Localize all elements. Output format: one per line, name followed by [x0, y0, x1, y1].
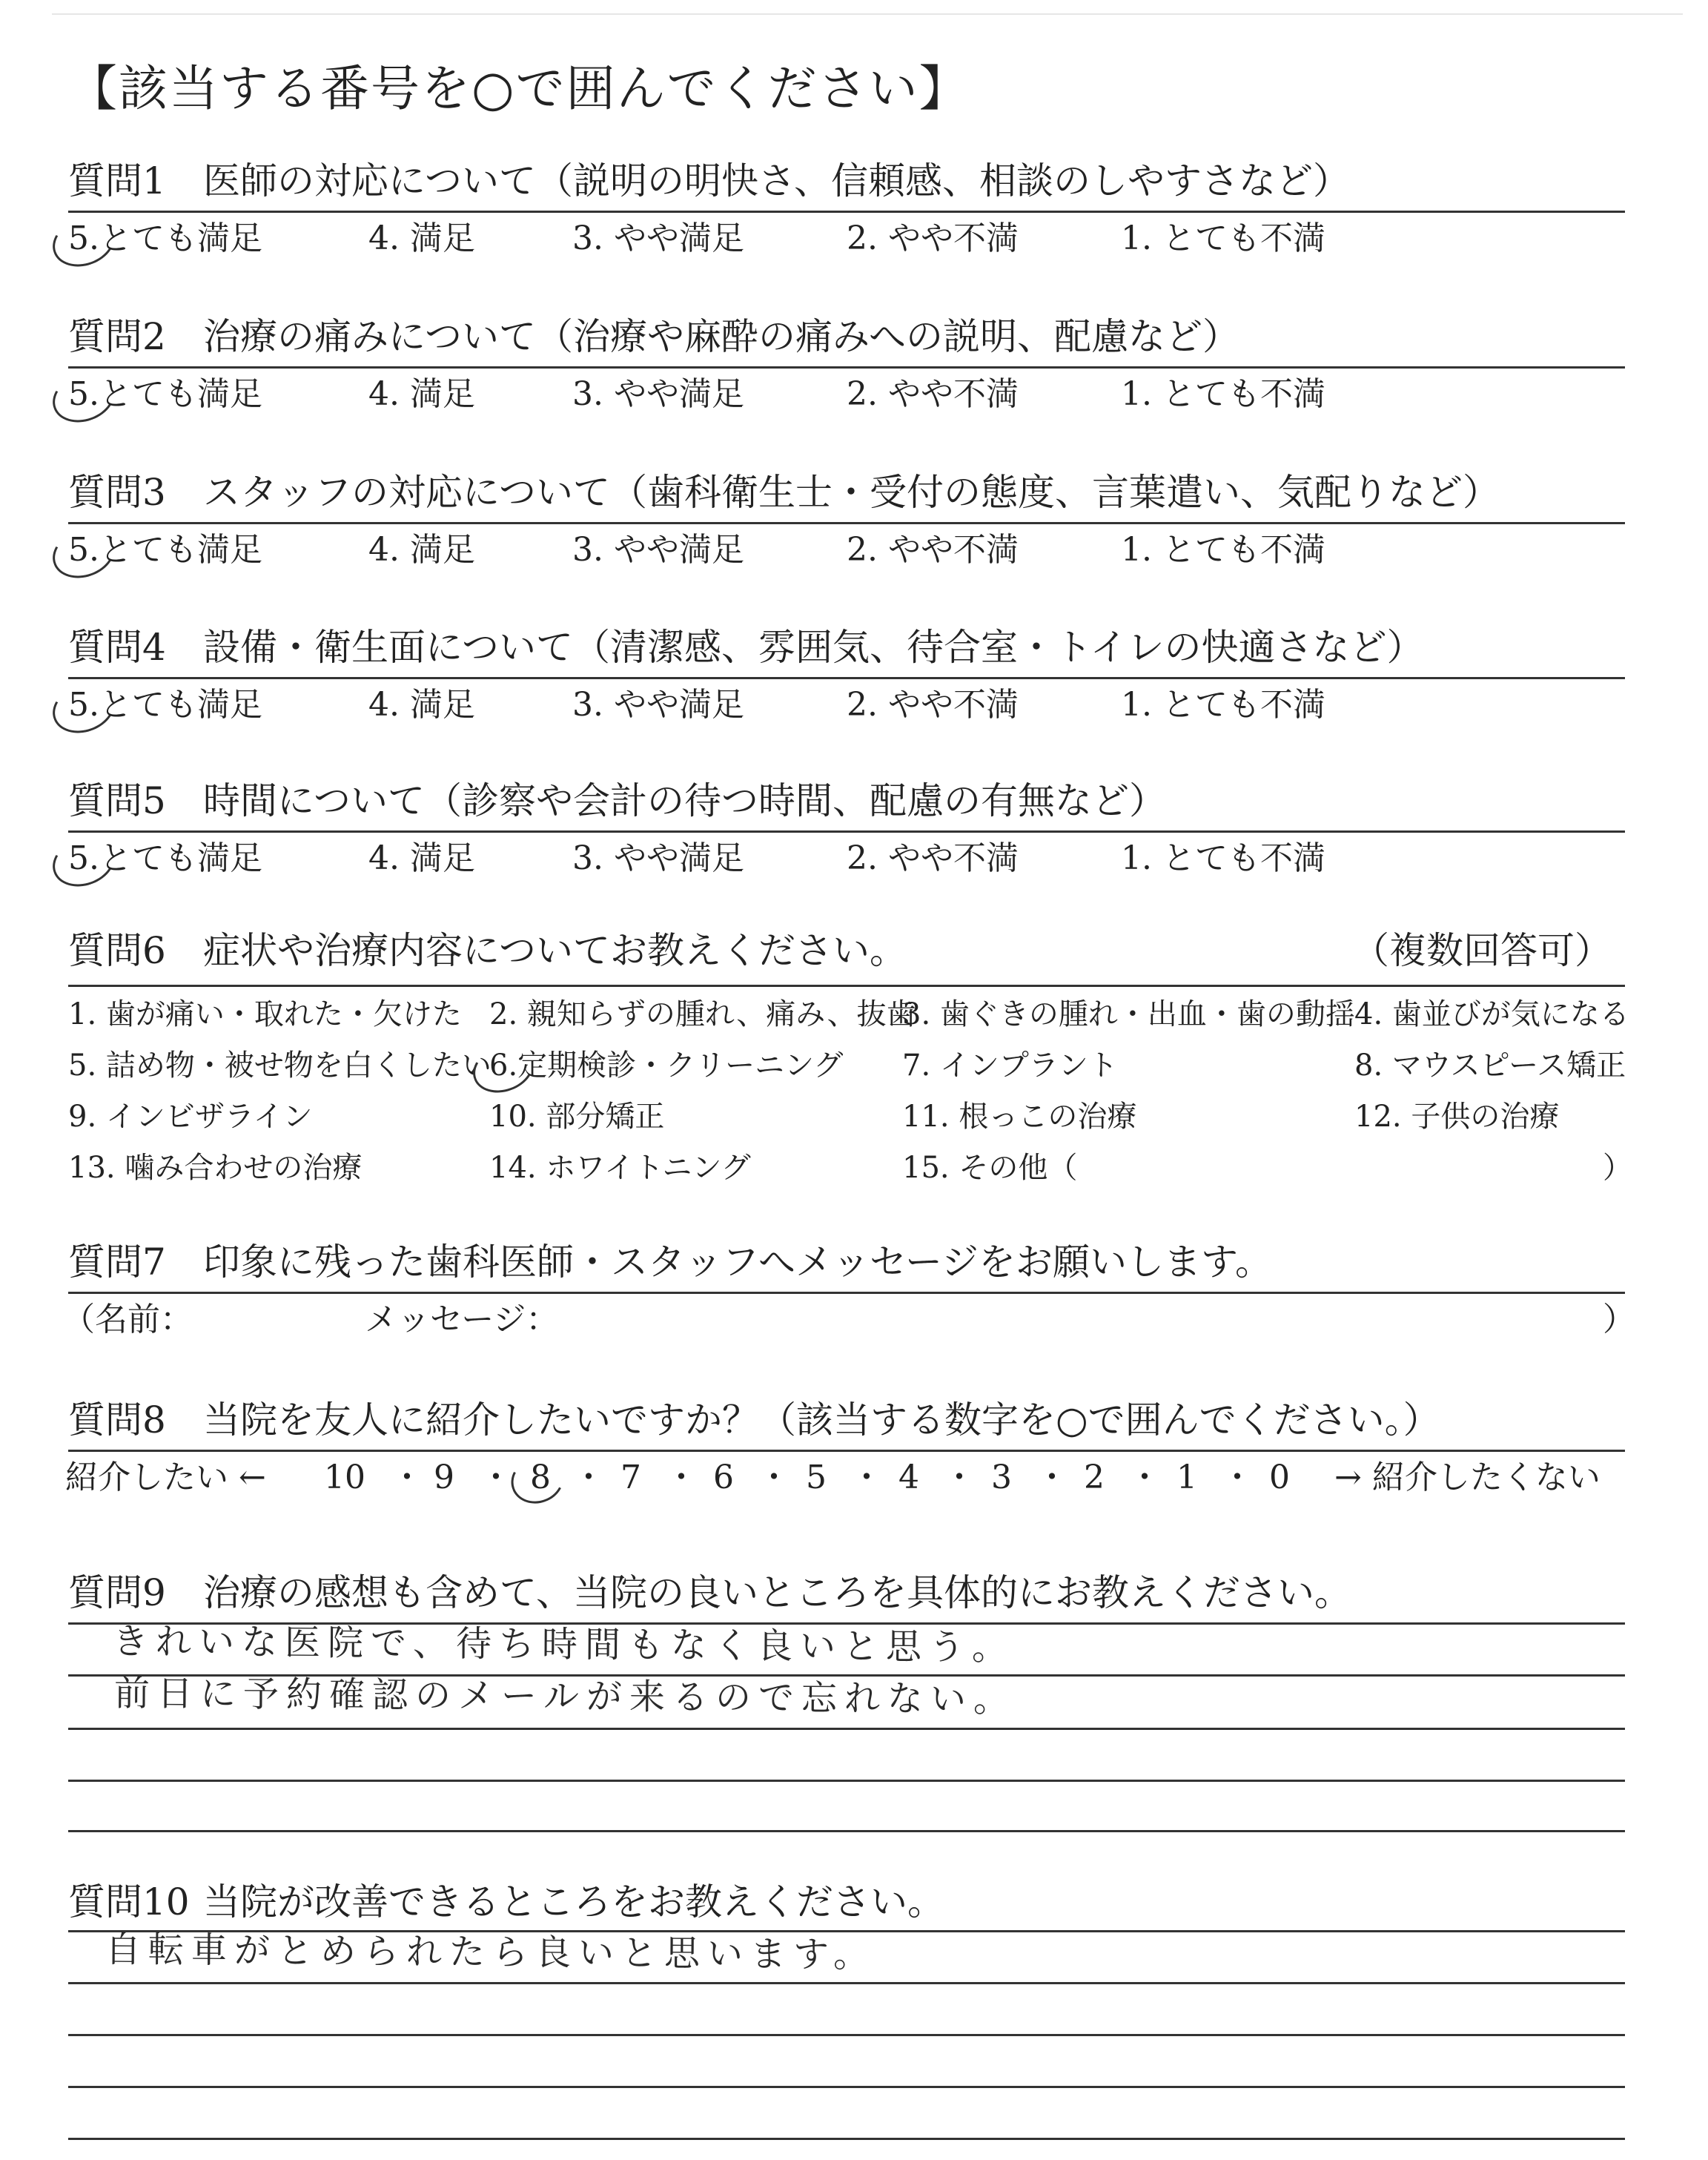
symptom-option-1[interactable]: 1. 歯が痛い・取れた・欠けた [68, 997, 462, 1031]
scale-dot: ・ [1128, 1459, 1161, 1496]
question-3 [68, 470, 1625, 596]
option-5[interactable]: 5.とても満足 [68, 531, 262, 569]
question-title [68, 1398, 1440, 1442]
question-number: 質問6 [68, 929, 166, 972]
question-10 [68, 1880, 1625, 2154]
question-8 [65, 1398, 1625, 1516]
score-6[interactable]: 6 [713, 1459, 734, 1496]
handwritten-answer-line-2: 前日に予約確認のメールが来るので忘れない。 [113, 1672, 1017, 1721]
symptom-option-11[interactable]: 11. 根っこの治療 [902, 1100, 1137, 1134]
scale-dot: ・ [850, 1459, 883, 1496]
symptom-option-2[interactable]: 2. 親知らずの腫れ、痛み、抜歯 [489, 997, 916, 1031]
option-2[interactable]: 2. やや不満 [847, 839, 1019, 877]
message-label: メッセージ： [365, 1301, 559, 1338]
symptom-option-10[interactable]: 10. 部分矯正 [489, 1100, 665, 1134]
question-rule [68, 830, 1625, 833]
score-7[interactable]: 7 [620, 1459, 641, 1496]
option-2[interactable]: 2. やや不満 [847, 375, 1019, 413]
question-4 [68, 625, 1625, 751]
message-close-paren: ） [1603, 1301, 1635, 1338]
option-5[interactable]: 5.とても満足 [68, 375, 262, 413]
option-3[interactable]: 3. やや満足 [572, 686, 744, 724]
question-text: 治療の感想も含めて、当院の良いところを具体的にお教えください。 [203, 1571, 1351, 1614]
not-recommend-label: → 紹介したくない [1334, 1459, 1601, 1496]
symptom-option-9[interactable]: 9. インビザライン [68, 1100, 313, 1134]
scale-dot: ・ [1221, 1459, 1254, 1496]
symptom-option-3[interactable]: 3. 歯ぐきの腫れ・出血・歯の動揺 [902, 997, 1355, 1031]
option-3[interactable]: 3. やや満足 [572, 375, 744, 413]
option-1[interactable]: 1. とても不満 [1121, 839, 1325, 877]
option-3[interactable]: 3. やや満足 [572, 839, 744, 877]
recommend-label: 紹介したい ← [65, 1459, 266, 1496]
question-number: 質問3 [68, 471, 166, 514]
answer-line [68, 1830, 1625, 1832]
other-close-paren: ） [1603, 1151, 1632, 1185]
symptom-option-15[interactable]: 15. その他（ [902, 1151, 1078, 1185]
option-5[interactable]: 5.とても満足 [68, 686, 262, 724]
question-rule [68, 1450, 1625, 1452]
question-title [68, 470, 1500, 515]
symptom-option-8[interactable]: 8. マウスピース矯正 [1354, 1048, 1626, 1083]
question-number: 質問1 [68, 159, 166, 202]
answer-line [68, 1982, 1625, 1984]
score-5[interactable]: 5 [806, 1459, 827, 1496]
question-text: 印象に残った歯科医師・スタッフへメッセージをお願いします。 [203, 1241, 1272, 1284]
score-2[interactable]: 2 [1084, 1459, 1105, 1496]
score-9[interactable]: 9 [434, 1459, 454, 1496]
question-7 [62, 1240, 1635, 1358]
option-4[interactable]: 4. 満足 [368, 686, 475, 724]
question-text: 当院を友人に紹介したいですか？（該当する数字を○で囲んでください。） [203, 1398, 1440, 1441]
question-5 [68, 779, 1625, 905]
symptom-option-5[interactable]: 5. 詰め物・被せ物を白くしたい [68, 1048, 491, 1083]
option-4[interactable]: 4. 満足 [368, 531, 475, 569]
handwritten-answer-line-1: きれいな医院で、待ち時間もなく良いと思う。 [112, 1620, 1016, 1669]
scale-dot: ・ [572, 1459, 605, 1496]
option-3[interactable]: 3. やや満足 [572, 531, 744, 569]
answer-line [68, 1728, 1625, 1730]
answer-line [68, 1780, 1625, 1782]
question-rule [68, 677, 1625, 679]
question-title [68, 1880, 944, 1924]
answer-line [68, 2138, 1625, 2140]
option-4[interactable]: 4. 満足 [368, 219, 475, 257]
question-title [68, 779, 1166, 823]
score-1[interactable]: 1 [1176, 1459, 1197, 1496]
question-2 [68, 314, 1625, 440]
question-number: 質問8 [68, 1398, 166, 1441]
symptom-option-12[interactable]: 12. 子供の治療 [1354, 1100, 1560, 1134]
question-text: 医師の対応について（説明の明快さ、信頼感、相談のしやすさなど） [203, 159, 1350, 202]
multiple-answer-note: （複数回答可） [1352, 929, 1612, 972]
option-2[interactable]: 2. やや不満 [847, 219, 1019, 257]
symptom-option-7[interactable]: 7. インプラント [902, 1048, 1118, 1083]
option-5[interactable]: 5.とても満足 [68, 839, 262, 877]
question-text: 当院が改善できるところをお教えください。 [203, 1880, 944, 1923]
option-1[interactable]: 1. とても不満 [1121, 686, 1325, 724]
question-number: 質問2 [68, 315, 166, 358]
score-10[interactable]: 10 [324, 1459, 365, 1496]
question-number: 質問7 [68, 1241, 166, 1284]
question-title [68, 1240, 1272, 1284]
top-edge-line [52, 13, 1683, 15]
question-rule [68, 985, 1625, 987]
question-rule [68, 522, 1625, 524]
handwritten-answer-line-1: 自転車がとめられたら良いと思います。 [105, 1929, 877, 1976]
scale-dot: ・ [391, 1459, 423, 1496]
option-4[interactable]: 4. 満足 [368, 839, 475, 877]
question-title [68, 928, 907, 973]
symptom-option-4[interactable]: 4. 歯並びが気になる [1354, 997, 1629, 1031]
symptom-option-13[interactable]: 13. 噛み合わせの治療 [68, 1151, 363, 1185]
name-label: （名前： [62, 1301, 193, 1338]
score-3[interactable]: 3 [991, 1459, 1012, 1496]
option-1[interactable]: 1. とても不満 [1121, 219, 1325, 257]
option-1[interactable]: 1. とても不満 [1121, 375, 1325, 413]
question-text: スタッフの対応について（歯科衛生士・受付の態度、言葉遣い、気配りなど） [203, 471, 1500, 514]
answer-line [68, 2086, 1625, 2088]
question-number: 質問9 [68, 1571, 166, 1614]
question-6 [68, 928, 1632, 1210]
question-rule [68, 1292, 1625, 1294]
question-number: 質問10 [68, 1880, 190, 1923]
question-rule [68, 211, 1625, 213]
option-4[interactable]: 4. 満足 [368, 375, 475, 413]
scale-dot: ・ [1036, 1459, 1068, 1496]
question-title [68, 314, 1239, 359]
question-title [68, 1571, 1351, 1615]
answer-line [68, 2034, 1625, 2036]
question-9 [68, 1571, 1625, 1852]
question-text: 設備・衛生面について（清潔感、雰囲気、待合室・トイレの快適さなど） [203, 626, 1424, 669]
option-2[interactable]: 2. やや不満 [847, 686, 1019, 724]
scale-dot: ・ [943, 1459, 976, 1496]
scale-dot: ・ [480, 1459, 512, 1496]
symptom-option-6[interactable]: 6.定期検診・クリーニング [489, 1048, 844, 1083]
question-1 [68, 159, 1625, 285]
option-5[interactable]: 5.とても満足 [68, 219, 262, 257]
instruction-heading: 【該当する番号を○で囲んでください】 [68, 60, 970, 117]
question-title [68, 159, 1350, 203]
option-3[interactable]: 3. やや満足 [572, 219, 744, 257]
question-title [68, 625, 1424, 670]
scale-dot: ・ [758, 1459, 790, 1496]
symptom-option-14[interactable]: 14. ホワイトニング [489, 1151, 751, 1185]
option-1[interactable]: 1. とても不満 [1121, 531, 1325, 569]
score-8[interactable]: 8 [530, 1459, 551, 1496]
scale-dot: ・ [665, 1459, 698, 1496]
score-0[interactable]: 0 [1269, 1459, 1290, 1496]
question-number: 質問5 [68, 779, 166, 822]
option-2[interactable]: 2. やや不満 [847, 531, 1019, 569]
question-text: 治療の痛みについて（治療や麻酔の痛みへの説明、配慮など） [203, 315, 1239, 358]
question-rule [68, 366, 1625, 369]
question-text: 症状や治療内容についてお教えください。 [203, 929, 907, 972]
question-text: 時間について（診察や会計の待つ時間、配慮の有無など） [203, 779, 1166, 822]
score-4[interactable]: 4 [898, 1459, 919, 1496]
question-number: 質問4 [68, 626, 166, 669]
